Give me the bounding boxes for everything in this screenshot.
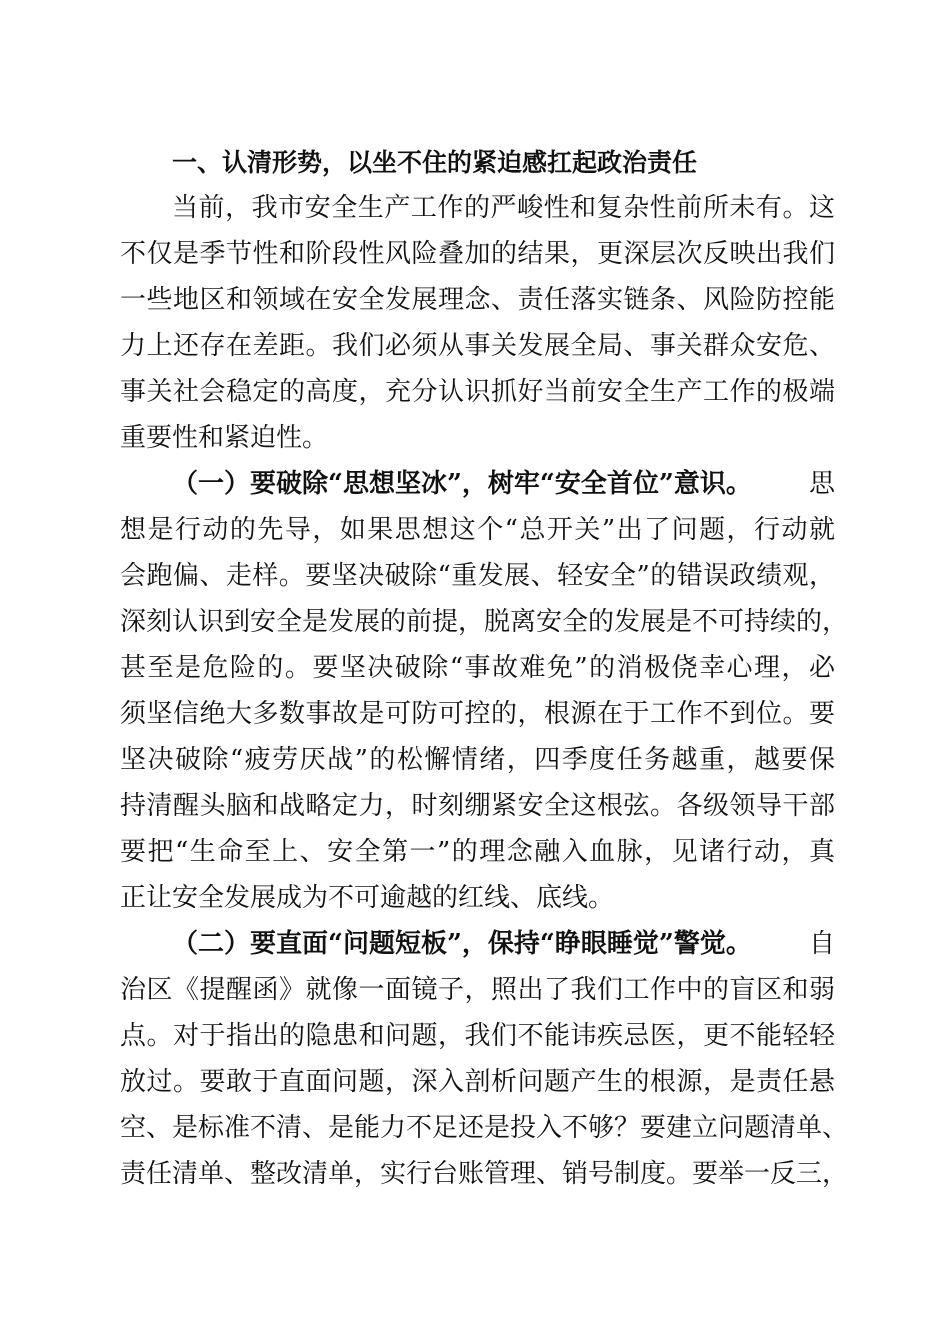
paragraph-line: 点。对于指出的隐患和问题，我们不能讳疾忌医，更不能轻轻 [120,1021,835,1051]
paragraph-line: 甚至是危险的。要坚决破除“事故难免”的消极侥幸心理，必 [120,653,835,683]
paragraph-line: 一些地区和领域在安全发展理念、责任落实链条、风险防控能 [120,285,835,315]
paragraph-line: 会跑偏、走样。要坚决破除“重发展、轻安全”的错误政绩观， [120,561,835,591]
paragraph-line: 放过。要敢于直面问题，深入剖析问题产生的根源，是责任悬 [120,1067,835,1097]
paragraph-line: 想是行动的先导，如果思想这个“总开关”出了问题，行动就 [120,515,835,545]
paragraph-line: 坚决破除“疲劳厌战”的松懈情绪，四季度任务越重，越要保 [120,745,835,775]
paragraph-line: 重要性和紧迫性。 [120,423,329,453]
subsection-line [172,929,835,959]
subsection-lead: （二）要直面“问题短板”，保持“睁眼睡觉”警觉。 [172,929,752,959]
paragraph-line-tail: 思 [808,469,835,499]
paragraph-line: 事关社会稳定的高度，充分认识抓好当前安全生产工作的极端 [120,377,835,407]
paragraph-line: 当前，我市安全生产工作的严峻性和复杂性前所未有。这 [172,193,835,223]
subsection-lead: （一）要破除“思想坚冰”，树牢“安全首位”意识。 [172,469,752,499]
paragraph-line: 空、是标准不清、是能力不足还是投入不够？要建立问题清单、 [120,1113,849,1143]
paragraph-line: 持清醒头脑和战略定力，时刻绷紧安全这根弦。各级领导干部 [120,791,835,821]
paragraph-line: 要把“生命至上、安全第一”的理念融入血脉，见诸行动，真 [120,837,835,867]
paragraph-line: 力上还存在差距。我们必须从事关发展全局、事关群众安危、 [120,331,835,361]
paragraph-line: 治区《提醒函》就像一面镜子，照出了我们工作中的盲区和弱 [120,975,835,1005]
paragraph-line: 须坚信绝大多数事故是可防可控的，根源在于工作不到位。要 [120,699,835,729]
paragraph-line: 责任清单、整改清单，实行台账管理、销号制度。要举一反三， [120,1159,849,1189]
subsection-line [172,469,835,499]
section-heading: 一、认清形势，以坐不住的紧迫感扛起政治责任 [172,148,698,177]
paragraph-line-tail: 自 [808,929,835,959]
paragraph-line: 正让安全发展成为不可逾越的红线、底线。 [120,883,615,913]
paragraph-line: 深刻认识到安全是发展的前提，脱离安全的发展是不可持续的， [120,607,849,637]
paragraph-line: 不仅是季节性和阶段性风险叠加的结果，更深层次反映出我们 [120,239,835,269]
